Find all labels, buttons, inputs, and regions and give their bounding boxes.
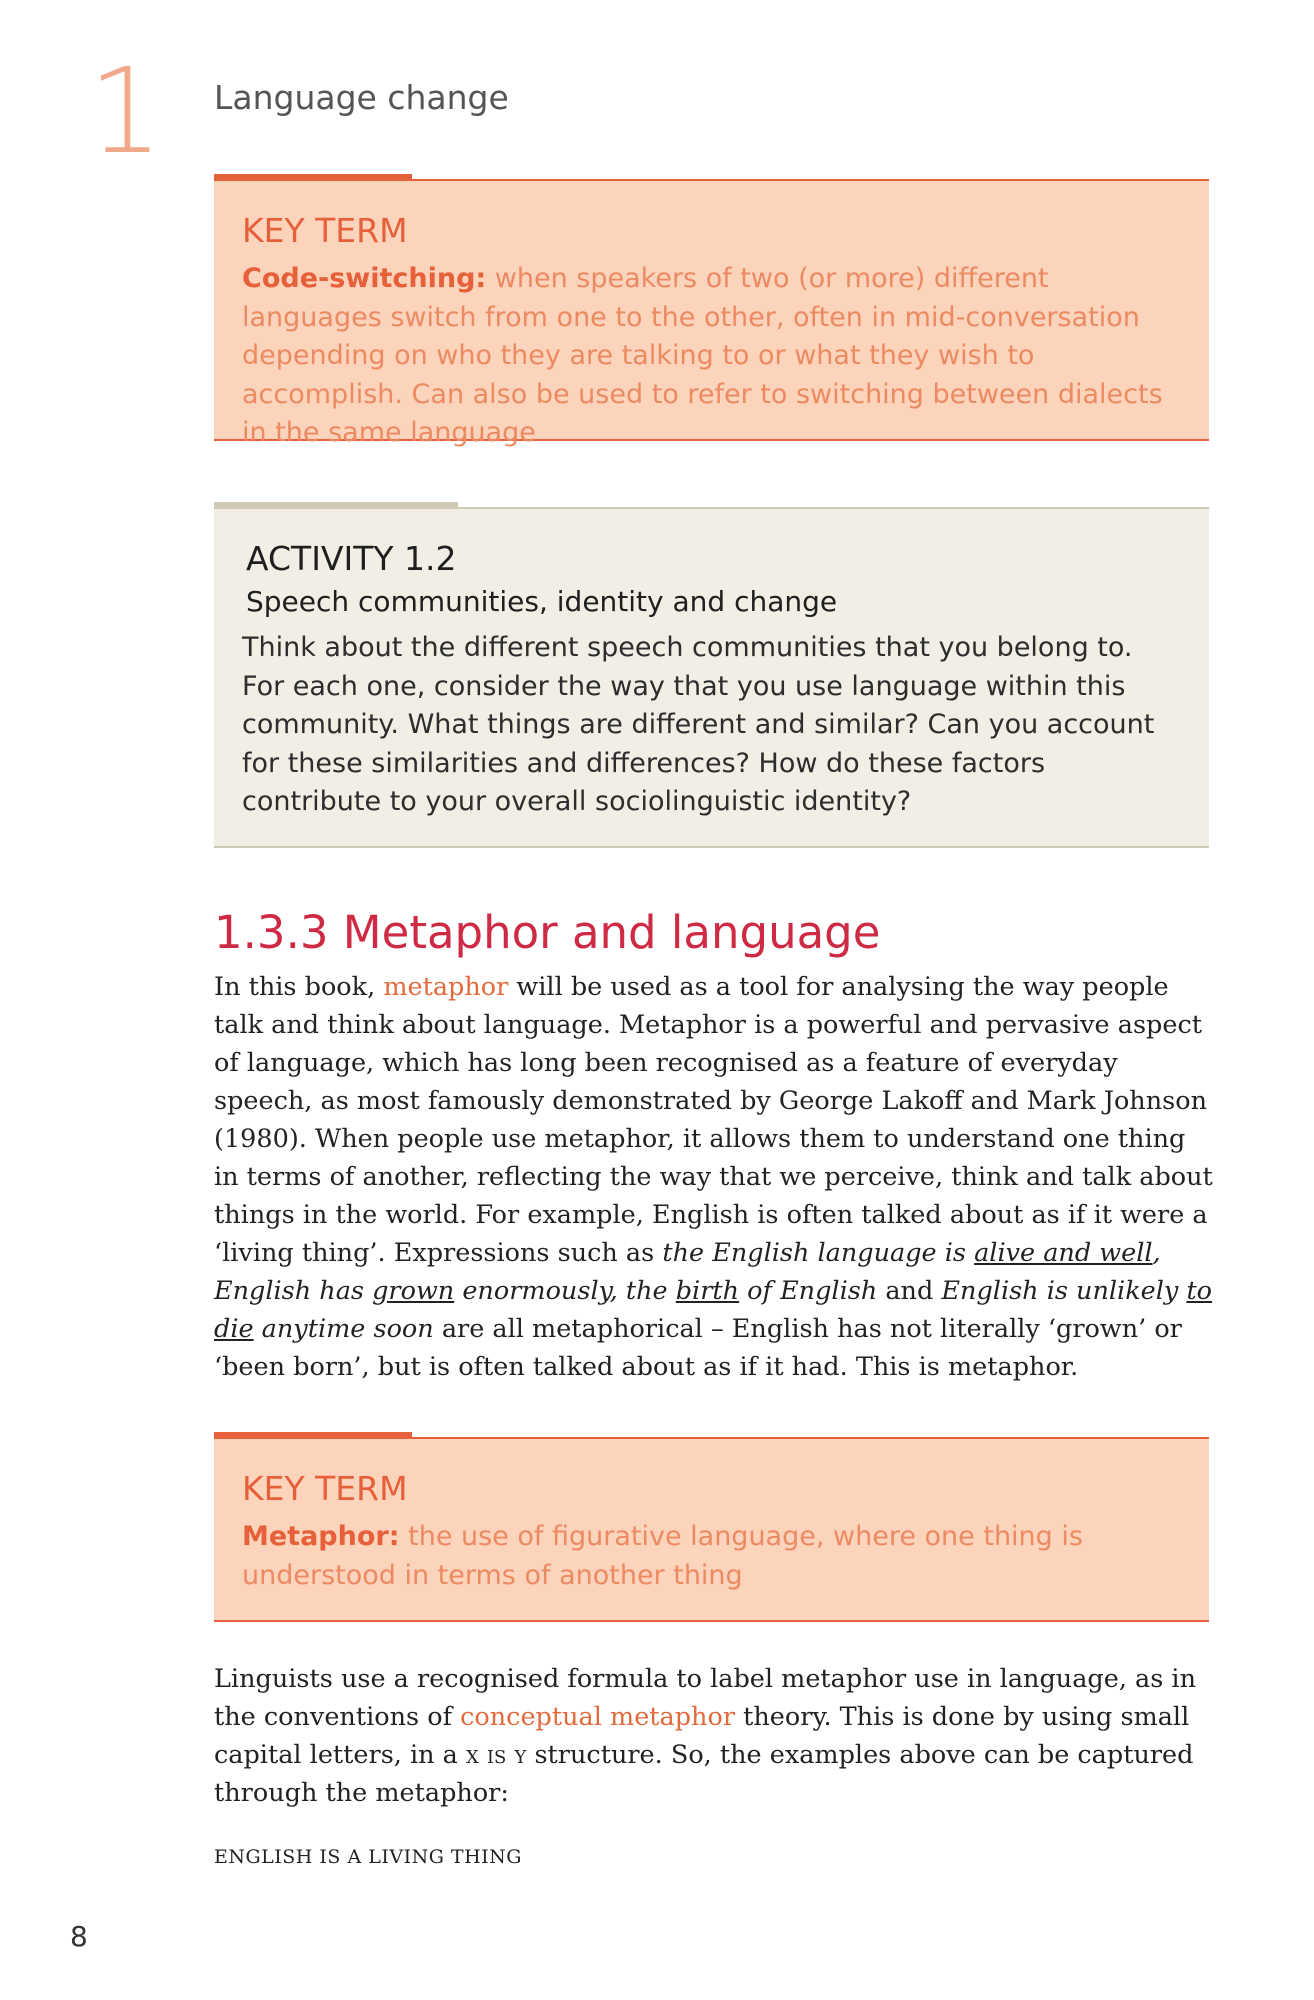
p1-example: of English <box>739 1276 878 1306</box>
key-term-link-metaphor[interactable]: metaphor <box>383 972 509 1002</box>
key-term-word: Metaphor: <box>242 1521 400 1552</box>
key-term-label: KEY TERM <box>242 211 408 250</box>
p1-underlined: alive and well <box>974 1238 1153 1268</box>
p1-example: enormously <box>454 1276 610 1306</box>
activity-box <box>214 507 1209 848</box>
key-term-box-metaphor <box>214 1437 1209 1622</box>
p1-example: the <box>625 1276 676 1306</box>
key-term-box-code-switching <box>214 179 1209 448</box>
section-heading: 1.3.3 Metaphor and language <box>214 906 881 959</box>
p1-text-b: will be used as a tool for analysing the way people talk and think about language. Metaphor is a powerful and pervasive aspect of language, which has long been recognised as a feature of everyday speech, as most famously demonstrated by George Lakoff and Mark Johnson (1980). When people use metaphor, it allows them to understand one thing in terms of another, reflecting the way that we perceive, think and talk about things in the world. For example, English is often talked about as if it were a ‘living thing’. Expressions such as <box>214 972 1213 1268</box>
activity-label: ACTIVITY 1.2 <box>246 539 457 578</box>
p2-text-c: structure. So, the examples above can be captured through the metaphor: <box>214 1740 1194 1808</box>
p1-example: anytime soon <box>253 1314 434 1344</box>
key-term-link-conceptual-metaphor[interactable]: conceptual metaphor <box>460 1702 736 1732</box>
key-term-definition-text: when speakers of two (or more) different languages switch from one to the other, often in mid-conversation depending on who they are talking to or what they wish to accomplish. Can also be used to refer to switching between dialects in the same language <box>242 263 1163 448</box>
p1-sep: and <box>877 1276 942 1306</box>
p2-text-a: Linguists use a recognised formula to label metaphor use in language, as in the conventions of <box>214 1664 1196 1732</box>
key-term-definition-text: the use of figurative language, where one thing is understood in terms of another thing <box>242 1521 1083 1591</box>
p2-text-b: theory. This is done by using small capital letters, in a <box>214 1702 1190 1770</box>
paragraph-conceptual-metaphor <box>214 1660 1214 1812</box>
activity-subtitle: Speech communities, identity and change <box>246 585 838 618</box>
p1-example: English is unlikely <box>941 1276 1187 1306</box>
p1-text-c: are all metaphorical – English has not literally ‘grown’ or ‘been born’, but is often talked about as if it had. This is metaphor. <box>214 1314 1182 1382</box>
p1-sep: , <box>609 1276 626 1306</box>
chapter-title: Language change <box>214 78 509 117</box>
key-term-definition <box>242 1518 1181 1595</box>
activity-accent-bar <box>214 502 458 509</box>
p1-underlined: birth <box>675 1276 740 1306</box>
chapter-number: 1 <box>88 42 164 180</box>
paragraph-metaphor-intro <box>214 968 1214 1386</box>
key-term-word: Code-switching: <box>242 263 487 294</box>
activity-text: Think about the different speech communities that you belong to. For each one, consider the way that you use language within this community. What things are different and similar? Can you account for these similarities and differences? How do these factors contribute to your overall sociolinguistic identity? <box>242 632 1155 817</box>
p1-example: the English language is <box>662 1238 975 1268</box>
p1-sep: , <box>1152 1238 1161 1268</box>
p1-text-a: In this book, <box>214 972 384 1002</box>
key-term-label: KEY TERM <box>242 1469 408 1508</box>
p1-example: English has <box>214 1276 373 1306</box>
p2-small-caps: x is y <box>466 1740 527 1770</box>
page-number: 8 <box>70 1920 88 1953</box>
metaphor-example: ENGLISH IS A LIVING THING <box>214 1846 522 1868</box>
p1-underlined: grown <box>372 1276 455 1306</box>
key-term-definition <box>242 260 1181 453</box>
key-term-accent-bar <box>214 174 412 181</box>
key-term-accent-bar <box>214 1432 412 1439</box>
p1-underlined: to die <box>214 1276 1213 1344</box>
